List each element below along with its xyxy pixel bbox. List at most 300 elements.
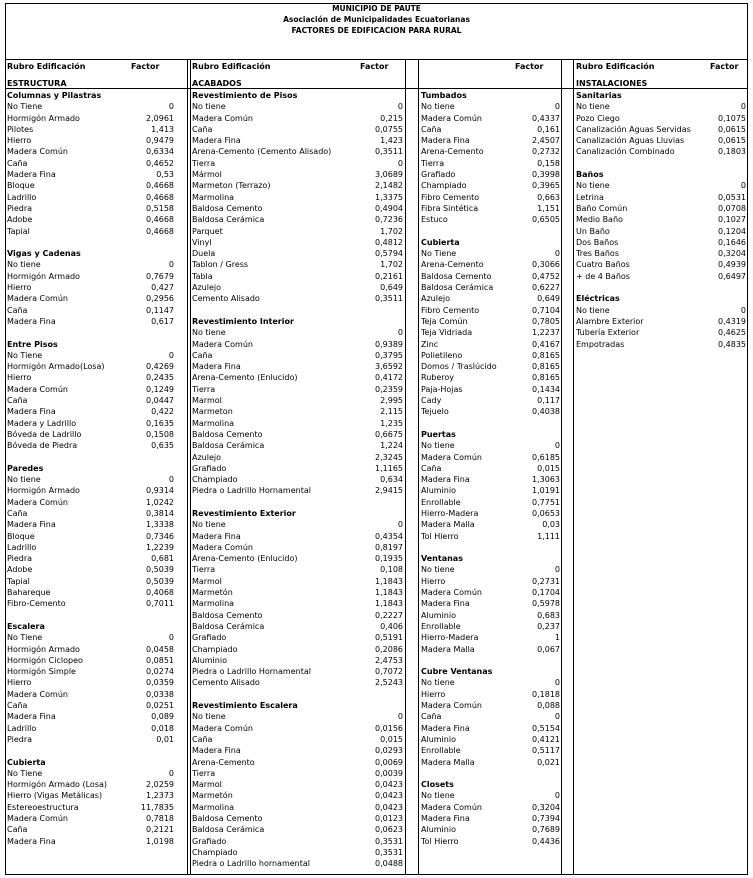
factor-row — [421, 146, 560, 157]
factor-row — [192, 610, 403, 621]
factor-row — [576, 192, 746, 203]
factor-row — [421, 372, 560, 383]
factor-row — [192, 655, 403, 666]
factor-row — [7, 169, 174, 180]
factor-row — [7, 531, 174, 542]
factor-row — [7, 113, 174, 124]
rubro-label: Fibro Cemento — [421, 305, 480, 315]
rubro-label: Enrollable — [421, 621, 461, 631]
factor-row — [192, 146, 403, 157]
factor-value: 0,6334 — [146, 147, 174, 157]
factor-value: 0,7394 — [532, 814, 560, 823]
factor-row — [421, 350, 560, 361]
spacer-row — [576, 158, 746, 169]
factor-value: 2,995 — [380, 396, 403, 406]
factor-value: 1,151 — [537, 203, 560, 213]
rubro-label: Madera Fina — [7, 407, 56, 417]
factor-value: 0,634 — [380, 475, 403, 485]
factor-row — [421, 824, 560, 835]
factor-value: 0,3204 — [718, 249, 746, 259]
factor-row — [7, 632, 174, 643]
factor-row — [192, 192, 403, 203]
factor-value: 0,215 — [380, 113, 403, 123]
factor-value: 0,7818 — [146, 814, 174, 823]
rubro-label: Caña — [421, 712, 442, 722]
factor-row — [421, 689, 560, 700]
factor-row — [421, 192, 560, 203]
rubro-label: Baño Común — [576, 203, 628, 213]
rubro-label: No Tiene — [7, 768, 43, 778]
factor-row — [421, 723, 560, 734]
rubro-label: Madera Fina — [421, 814, 470, 823]
rubro-label: Hormigón Ciclopeo — [7, 655, 83, 665]
factor-row — [192, 711, 403, 722]
rubro-label: + de 4 Baños — [576, 271, 630, 281]
factor-value: 0,021 — [537, 757, 560, 767]
column-divider — [418, 59, 419, 875]
factor-value: 0,681 — [151, 554, 174, 564]
factor-row — [7, 124, 174, 135]
category-label: Revestimiento Escalera — [192, 701, 298, 711]
rubro-label: Caña — [7, 158, 28, 168]
rubro-label: Madera Fina — [192, 531, 241, 541]
factor-value: 0,0488 — [375, 859, 403, 869]
rubro-label: Baldosa Cemento — [421, 271, 492, 281]
factor-value: 0,2161 — [375, 271, 403, 281]
rubro-label: Madera Fina — [421, 475, 470, 485]
factor-value: 0,7689 — [532, 825, 560, 835]
factor-value: 1,2237 — [532, 328, 560, 338]
factor-row — [7, 700, 174, 711]
factor-value: 0,617 — [151, 316, 174, 326]
factor-row — [192, 418, 403, 429]
rubro-label: Grafiado — [421, 170, 456, 180]
factor-value: 0,2956 — [146, 294, 174, 304]
col-header-factor: Factor — [360, 62, 389, 71]
factor-value: 0,406 — [380, 621, 403, 631]
factor-value: 0,683 — [537, 610, 560, 620]
column-divider — [573, 59, 574, 875]
factor-row — [576, 135, 746, 146]
rubro-label: Piedra — [7, 203, 33, 213]
rubro-label: Baldosa Cerámica — [192, 621, 265, 631]
factor-value: 1,423 — [380, 136, 403, 146]
rubro-label: Piedra o Ladrillo Hornamental — [192, 486, 311, 496]
rubro-label: Bloque — [7, 531, 35, 541]
factor-value: 0,0615 — [718, 136, 746, 146]
factor-row — [192, 519, 403, 530]
rubro-label: Piedra — [7, 734, 33, 744]
factor-row — [7, 395, 174, 406]
rubro-label: Baldosa Cemento — [192, 429, 263, 439]
factor-row — [421, 384, 560, 395]
factor-row — [7, 474, 174, 485]
factor-row — [421, 101, 560, 112]
rubro-label: No Tiene — [7, 633, 43, 643]
factor-value: 0,9479 — [146, 136, 174, 146]
factor-row — [192, 564, 403, 575]
rubro-label: Bahareque — [7, 588, 51, 598]
rubro-label: Bloque — [7, 181, 35, 191]
factor-row — [421, 339, 560, 350]
factor-row — [7, 361, 174, 372]
factor-row — [192, 858, 403, 869]
rubro-label: Champiado — [192, 475, 238, 485]
factor-value: 0,2359 — [375, 384, 403, 394]
category-label: Cubre Ventanas — [421, 667, 493, 677]
rubro-label: Baldosa Cemento — [192, 203, 263, 213]
factor-row — [421, 463, 560, 474]
rubro-label: Hormigón Armado(Losa) — [7, 362, 105, 372]
factor-value: 0,0293 — [375, 746, 403, 756]
factor-row — [7, 587, 174, 598]
factor-value: 0 — [397, 158, 403, 168]
rubro-label: Marmolina — [192, 192, 235, 202]
factor-value: 0,1935 — [375, 554, 403, 564]
factor-row — [192, 180, 403, 191]
rubro-label: Madera Común — [7, 147, 68, 157]
rubro-label: Cemento Alisado — [192, 294, 260, 304]
rubro-label: Grafiado — [192, 463, 227, 473]
factor-row — [192, 745, 403, 756]
factor-row — [192, 226, 403, 237]
rubro-label: Baldosa Cemento — [192, 610, 263, 620]
factor-row — [421, 203, 560, 214]
factor-value: 1,3063 — [532, 475, 560, 485]
category-label: Cubierta — [421, 237, 460, 247]
rubro-label: Aluminio — [421, 825, 456, 835]
factor-row — [421, 259, 560, 270]
rubro-label: Caña — [192, 350, 213, 360]
rubro-label: Hierro (Vigas Metálicas) — [7, 791, 103, 801]
factor-row — [192, 395, 403, 406]
spacer-row — [421, 542, 560, 553]
factor-value: 1,702 — [380, 260, 403, 270]
rubro-label: Fibro Cemento — [421, 192, 480, 202]
factor-value: 0,422 — [151, 407, 174, 417]
factor-row — [192, 757, 403, 768]
factor-row — [421, 576, 560, 587]
factor-value: 0 — [554, 565, 560, 575]
factor-value: 11,7835 — [140, 802, 174, 812]
factor-value: 1,1165 — [375, 463, 403, 473]
factor-value: 0 — [168, 350, 174, 360]
rubro-label: Arena-Cemento — [192, 757, 255, 767]
factor-value: 0,2435 — [146, 373, 174, 383]
factor-value: 0,7011 — [146, 599, 174, 609]
factor-row — [421, 271, 560, 282]
factor-row — [421, 508, 560, 519]
factor-row — [7, 519, 174, 530]
category-heading — [421, 90, 560, 101]
rubro-label: Domos / Traslúcido — [421, 362, 497, 372]
factor-row — [421, 621, 560, 632]
factor-row — [7, 350, 174, 361]
factor-row — [192, 113, 403, 124]
category-label: Puertas — [421, 429, 456, 439]
rubro-label: Dos Baños — [576, 237, 619, 247]
rubro-label: Aluminio — [421, 486, 456, 496]
category-heading — [576, 169, 746, 180]
rubro-label: Adobe — [7, 565, 33, 575]
factor-row — [192, 350, 403, 361]
rubro-label: Cady — [421, 396, 442, 406]
factor-value: 0,5154 — [532, 723, 560, 733]
factor-value: 0,2086 — [375, 644, 403, 654]
factor-value: 0,6497 — [718, 271, 746, 281]
rubro-label: Empotradas — [576, 339, 625, 349]
factor-value: 0 — [168, 633, 174, 643]
factor-value: 0,4812 — [375, 237, 403, 247]
factor-value: 0,7236 — [375, 215, 403, 225]
factor-row — [192, 677, 403, 688]
rubro-label: Madera Común — [421, 802, 482, 812]
spacer-row — [576, 282, 746, 293]
factor-value: 0,53 — [156, 170, 174, 180]
factor-value: 0,0531 — [718, 192, 746, 202]
rubro-label: Madera Fina — [421, 599, 470, 609]
rubro-label: Paja-Hojas — [421, 384, 463, 394]
factor-row — [576, 316, 746, 327]
factor-row — [421, 113, 560, 124]
spacer-row — [7, 745, 174, 756]
factor-value: 0,2121 — [146, 825, 174, 835]
rubro-label: Grafiado — [192, 633, 227, 643]
factor-value: 0,7072 — [375, 667, 403, 677]
factor-value: 0,1434 — [532, 384, 560, 394]
category-heading — [576, 293, 746, 304]
factor-value: 0 — [397, 520, 403, 530]
rubro-label: Madera Común — [7, 294, 68, 304]
rubro-label: Teja Común — [421, 316, 468, 326]
factor-row — [576, 124, 746, 135]
factor-value: 0,1147 — [146, 305, 174, 315]
rubro-label: Caña — [192, 734, 213, 744]
factor-row — [421, 497, 560, 508]
factor-row — [7, 305, 174, 316]
rubro-label: Ladrillo — [7, 723, 37, 733]
rubro-label: Caña — [192, 124, 213, 134]
factor-row — [192, 734, 403, 745]
factor-value: 0 — [554, 441, 560, 451]
rubro-label: Tres Baños — [576, 249, 619, 259]
rubro-label: Hormigón Armado — [7, 644, 80, 654]
factor-value: 0,0359 — [146, 678, 174, 688]
factor-row — [192, 779, 403, 790]
factor-row — [192, 723, 403, 734]
rubro-label: Tierra — [192, 565, 216, 575]
rubro-label: Madera Fina — [192, 136, 241, 146]
factor-row — [7, 824, 174, 835]
rubro-label: Vinyl — [192, 237, 212, 247]
factor-value: 1,2239 — [146, 542, 174, 552]
rubro-label: Caña — [7, 508, 28, 518]
rubro-label: No tiene — [192, 328, 226, 338]
factor-value: 0,0755 — [375, 124, 403, 134]
rubro-label: Bóveda de Ladrillo — [7, 429, 82, 439]
factor-row — [7, 836, 174, 847]
rubro-label: Ladrillo — [7, 542, 37, 552]
column-divider — [561, 59, 562, 875]
factor-row — [192, 339, 403, 350]
factor-value: 0,3066 — [532, 260, 560, 270]
factor-row — [192, 361, 403, 372]
factor-value: 0,5117 — [532, 746, 560, 756]
spacer-row — [7, 327, 174, 338]
rubro-label: No tiene — [421, 441, 455, 451]
association-title: Asociación de Municipalidades Ecuatorianas — [283, 15, 470, 24]
rubro-label: Champiado — [192, 847, 238, 857]
factor-value: 1,3338 — [146, 520, 174, 530]
factor-value: 0,4904 — [375, 203, 403, 213]
rubro-label: Baldosa Cerámica — [192, 825, 265, 835]
factor-row — [7, 293, 174, 304]
col-header-factor: Factor — [515, 62, 544, 71]
rubro-label: Tol Hierro — [421, 836, 459, 846]
factor-value: 0,4625 — [718, 328, 746, 338]
rubro-label: Madera Fina — [7, 712, 56, 722]
rubro-label: Caña — [7, 396, 28, 406]
factor-value: 0,0251 — [146, 701, 174, 711]
category-heading — [7, 463, 174, 474]
factor-row — [421, 248, 560, 259]
rubro-label: Madera Malla — [421, 520, 475, 530]
factor-row — [192, 429, 403, 440]
spacer-row — [421, 226, 560, 237]
factor-row — [192, 813, 403, 824]
factor-row — [421, 677, 560, 688]
rubro-label: Ladrillo — [7, 192, 37, 202]
factor-value: 0,1704 — [532, 588, 560, 598]
factor-value: 0,5039 — [146, 565, 174, 575]
rubro-label: Champiado — [421, 181, 467, 191]
factor-row — [7, 372, 174, 383]
factor-row — [192, 553, 403, 564]
factor-value: 0,018 — [151, 723, 174, 733]
rubro-label: Hierro-Madera — [421, 633, 479, 643]
rubro-label: Madera Común — [7, 689, 68, 699]
factor-row — [421, 587, 560, 598]
factor-value: 0,0851 — [146, 655, 174, 665]
factor-row — [7, 576, 174, 587]
factor-value: 1,224 — [380, 441, 403, 451]
factor-value: 0 — [740, 305, 746, 315]
rubro-label: Tapial — [7, 576, 30, 586]
factor-row — [421, 124, 560, 135]
factor-value: 0,161 — [537, 124, 560, 134]
rubro-label: Hormigón Armado (Losa) — [7, 780, 108, 790]
category-heading — [192, 700, 403, 711]
rubro-label: Piedra — [7, 554, 33, 564]
factor-value: 0,0274 — [146, 667, 174, 677]
factor-row — [192, 474, 403, 485]
factor-value: 0,4668 — [146, 181, 174, 191]
rubro-label: Caña — [421, 463, 442, 473]
factor-row — [421, 711, 560, 722]
factor-row — [192, 293, 403, 304]
rubro-label: Zinc — [421, 339, 439, 349]
factor-row — [192, 644, 403, 655]
rubro-label: Hormigón Armado — [7, 486, 80, 496]
category-heading — [421, 779, 560, 790]
spacer-row — [192, 689, 403, 700]
rubro-label: Azulejo — [192, 283, 222, 293]
rubro-label: Madera Malla — [421, 757, 475, 767]
factor-row — [192, 124, 403, 135]
section-estructura: ESTRUCTURA — [7, 79, 67, 88]
category-label: Baños — [576, 170, 604, 180]
factor-row — [192, 282, 403, 293]
factor-row — [421, 327, 560, 338]
factor-value: 0,7679 — [146, 271, 174, 281]
rubro-label: Azulejo — [421, 294, 451, 304]
factor-row — [421, 214, 560, 225]
factor-value: 1,1843 — [375, 588, 403, 598]
factor-row — [7, 497, 174, 508]
factor-value: 0 — [740, 102, 746, 112]
rubro-label: Marmetón — [192, 791, 233, 801]
factor-value: 0,9389 — [375, 339, 403, 349]
factor-row — [421, 564, 560, 575]
category-label: Vigas y Cadenas — [7, 249, 81, 259]
factor-value: 0 — [397, 102, 403, 112]
factor-value: 0,0156 — [375, 723, 403, 733]
factor-row — [7, 259, 174, 270]
factor-value: 0,4337 — [532, 113, 560, 123]
factor-row — [421, 836, 560, 847]
factor-row — [421, 395, 560, 406]
factor-row — [7, 508, 174, 519]
column-divider — [190, 59, 191, 875]
factor-value: 0,3511 — [375, 294, 403, 304]
factor-value: 2,115 — [380, 407, 403, 417]
spacer-row — [421, 768, 560, 779]
rubro-label: Hormigón Armado — [7, 113, 80, 123]
factor-value: 0,0458 — [146, 644, 174, 654]
rubro-label: Tol Hierro — [421, 531, 459, 541]
factor-value: 0,3814 — [146, 508, 174, 518]
factor-value: 0,03 — [542, 520, 560, 530]
rubro-label: Madera Fina — [7, 316, 56, 326]
factor-value: 0,6185 — [532, 452, 560, 462]
category-label: Closets — [421, 780, 454, 790]
factor-row — [7, 418, 174, 429]
factor-value: 0,5794 — [375, 249, 403, 259]
factor-row — [7, 677, 174, 688]
factor-value: 0,1249 — [146, 384, 174, 394]
rubro-label: Tapial — [7, 226, 30, 236]
rubro-label: No tiene — [7, 475, 41, 485]
factor-row — [192, 327, 403, 338]
factor-value: 2,0259 — [146, 780, 174, 790]
rubro-label: Marmolina — [192, 599, 235, 609]
col-header-rubro: Rubro Edificación — [576, 62, 655, 71]
category-heading — [192, 508, 403, 519]
rubro-label: No Tiene — [421, 249, 457, 259]
factor-value: 0,3531 — [375, 836, 403, 846]
rubro-label: No tiene — [576, 102, 610, 112]
category-heading — [421, 553, 560, 564]
factor-value: 0,649 — [380, 283, 403, 293]
factor-value: 0,1635 — [146, 418, 174, 428]
factor-value: 0,4835 — [718, 339, 746, 349]
rubro-label: Caña — [7, 305, 28, 315]
rubro-label: Teja Vidriada — [421, 328, 473, 338]
factor-value: 0,5039 — [146, 576, 174, 586]
factor-value: 0 — [168, 102, 174, 112]
factor-row — [7, 723, 174, 734]
factor-value: 0,0615 — [718, 124, 746, 134]
